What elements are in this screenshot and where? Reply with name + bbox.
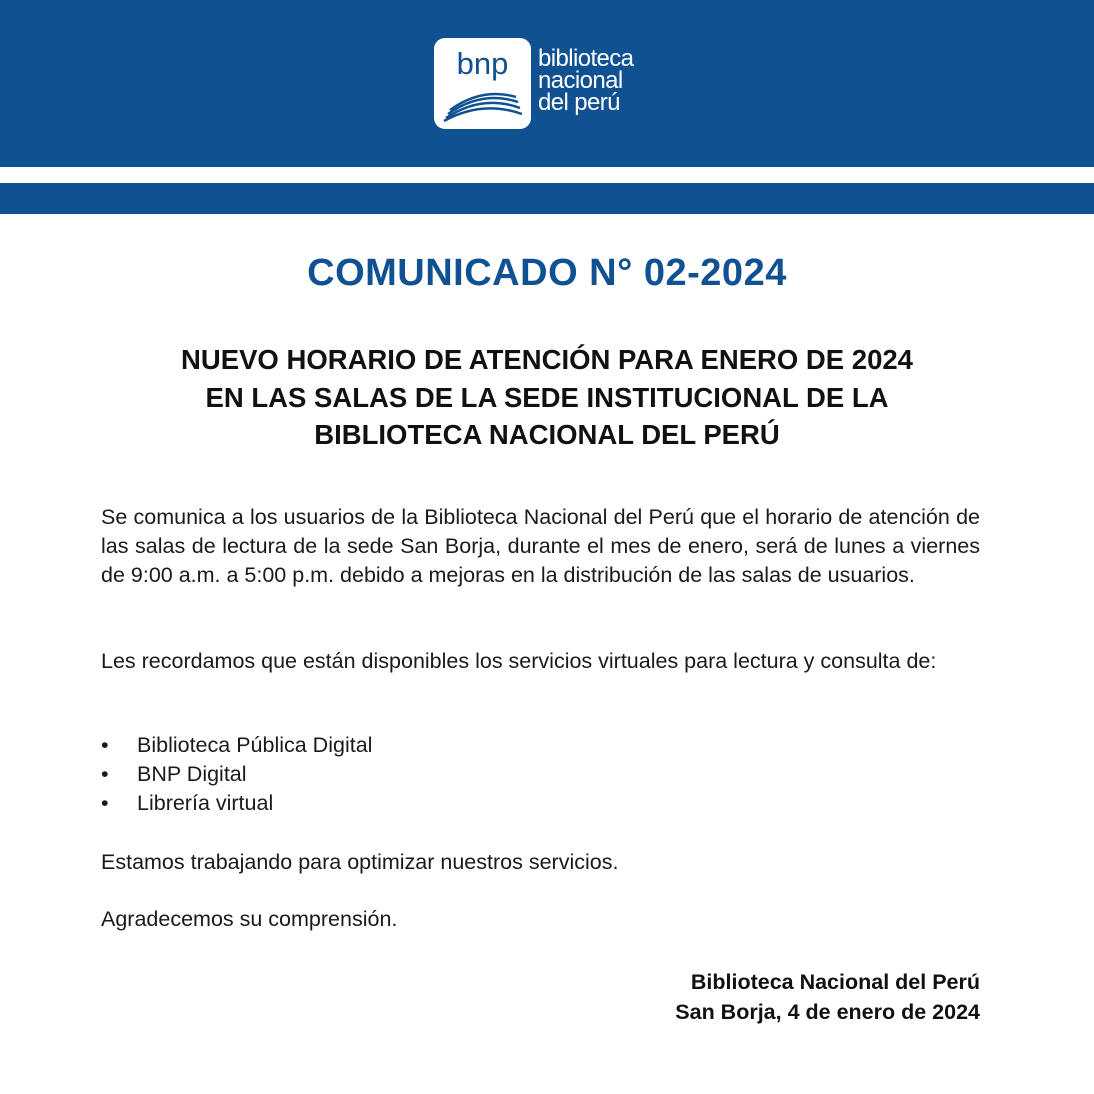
logo-name-line: nacional — [538, 67, 623, 94]
bullet-icon: • — [101, 761, 109, 786]
logo-wordmark — [538, 45, 634, 116]
signature-date: San Borja, 4 de enero de 2024 — [675, 1000, 980, 1024]
header-stripe — [0, 183, 1094, 214]
logo-badge — [434, 38, 531, 129]
header-bar — [0, 0, 1094, 167]
services-list — [101, 731, 701, 817]
document-title: COMUNICADO N° 02-2024 — [307, 252, 787, 294]
logo-abbr: bnp — [456, 46, 509, 81]
subtitle-line: EN LAS SALAS DE LA SEDE INSTITUCIONAL DE LA — [205, 381, 889, 413]
list-item — [101, 731, 701, 760]
service-label: Biblioteca Pública Digital — [137, 733, 373, 757]
document-subtitle — [60, 341, 1034, 454]
logo-name-line: biblioteca — [538, 45, 634, 72]
service-label: BNP Digital — [137, 761, 247, 786]
paragraph-services-intro: Les recordamos que están disponibles los servicios virtuales para lectura y consulta de: — [101, 649, 937, 673]
subtitle-line: NUEVO HORARIO DE ATENCIÓN PARA ENERO DE 2024 — [181, 344, 913, 375]
logo-name-line: del perú — [538, 89, 620, 116]
bnp-logo — [434, 38, 674, 130]
subtitle-line: BIBLIOTECA NACIONAL DEL PERÚ — [314, 419, 780, 450]
paragraph-thanks: Agradecemos su comprensión. — [101, 907, 398, 931]
signature-block — [675, 967, 980, 1027]
paragraph-working: Estamos trabajando para optimizar nuestros servicios. — [101, 850, 619, 874]
bullet-icon: • — [101, 733, 109, 757]
paragraph-schedule: Se comunica a los usuarios de la Biblioteca Nacional del Perú que el horario de atención de las salas de lectura de la sede San Borja, durante el mes de enero, será de lunes a viernes de 9:00 a.m. a 5:00 p.m. debido a mejoras en la distribución de las salas de usuarios. — [101, 505, 980, 587]
wave-icon — [442, 88, 524, 122]
list-item — [101, 789, 701, 818]
bullet-icon: • — [101, 790, 109, 815]
signature-institution: Biblioteca Nacional del Perú — [690, 970, 980, 994]
service-label: Librería virtual — [137, 790, 274, 815]
list-item — [101, 760, 701, 789]
